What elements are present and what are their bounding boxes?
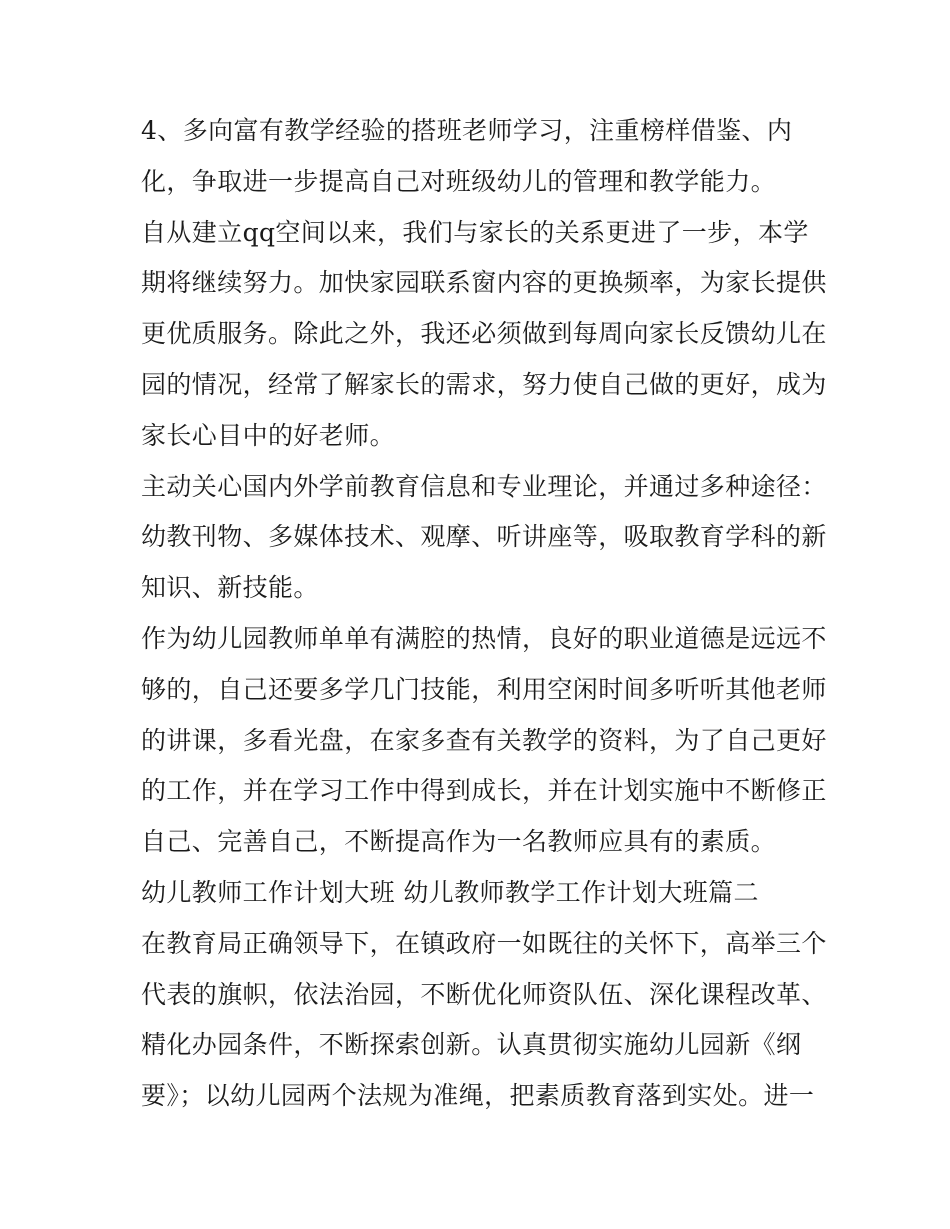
document-body bbox=[141, 106, 827, 1122]
text-line: 园的情况，经常了解家长的需求，努力使自己做的更好，成为 bbox=[141, 369, 827, 399]
text-line: 自己、完善自己，不断提高作为一名教师应具有的素质。 bbox=[141, 827, 777, 857]
text-line: 自从建立qq空间以来，我们与家长的关系更进了一步，本学 bbox=[141, 217, 809, 247]
text-line: 期将继续努力。加快家园联系窗内容的更换频率，为家长提供 bbox=[141, 268, 827, 298]
text-line: 4、多向富有教学经验的搭班老师学习，注重榜样借鉴、内 bbox=[141, 116, 793, 145]
text-line: 知识、新技能。 bbox=[141, 573, 319, 603]
text-line: 作为幼儿园教师单单有满腔的热情，良好的职业道德是远远不 bbox=[141, 623, 827, 653]
text-line: 在教育局正确领导下，在镇政府一如既往的关怀下，高举三个 bbox=[141, 928, 827, 958]
text-line: 要》；以幼儿园两个法规为准绳，把素质教育落到实处。进一 bbox=[141, 1081, 815, 1111]
text-line: 精化办园条件，不断探索创新。认真贯彻实施幼儿园新《纲 bbox=[141, 1030, 802, 1060]
text-line: 更优质服务。除此之外，我还必须做到每周向家长反馈幼儿在 bbox=[141, 319, 827, 349]
text-line: 化，争取进一步提高自己对班级幼儿的管理和教学能力。 bbox=[141, 166, 777, 196]
text-line: 主动关心国内外学前教育信息和专业理论，并通过多种途径： bbox=[141, 471, 827, 501]
text-line: 的讲课，多看光盘，在家多查有关教学的资料，为了自己更好 bbox=[141, 725, 827, 755]
text-line: 家长心目中的好老师。 bbox=[141, 420, 396, 450]
text-line: 代表的旗帜，依法治园，不断优化师资队伍、深化课程改革、 bbox=[141, 979, 827, 1009]
text-line: 的工作，并在学习工作中得到成长，并在计划实施中不断修正 bbox=[141, 776, 827, 806]
text-line: 够的，自己还要多学几门技能，利用空闲时间多听听其他老师 bbox=[141, 674, 827, 704]
section-heading: 幼儿教师工作计划大班 幼儿教师教学工作计划大班篇二 bbox=[141, 877, 759, 907]
text-line: 幼教刊物、多媒体技术、观摩、听讲座等，吸取教育学科的新 bbox=[141, 522, 827, 552]
